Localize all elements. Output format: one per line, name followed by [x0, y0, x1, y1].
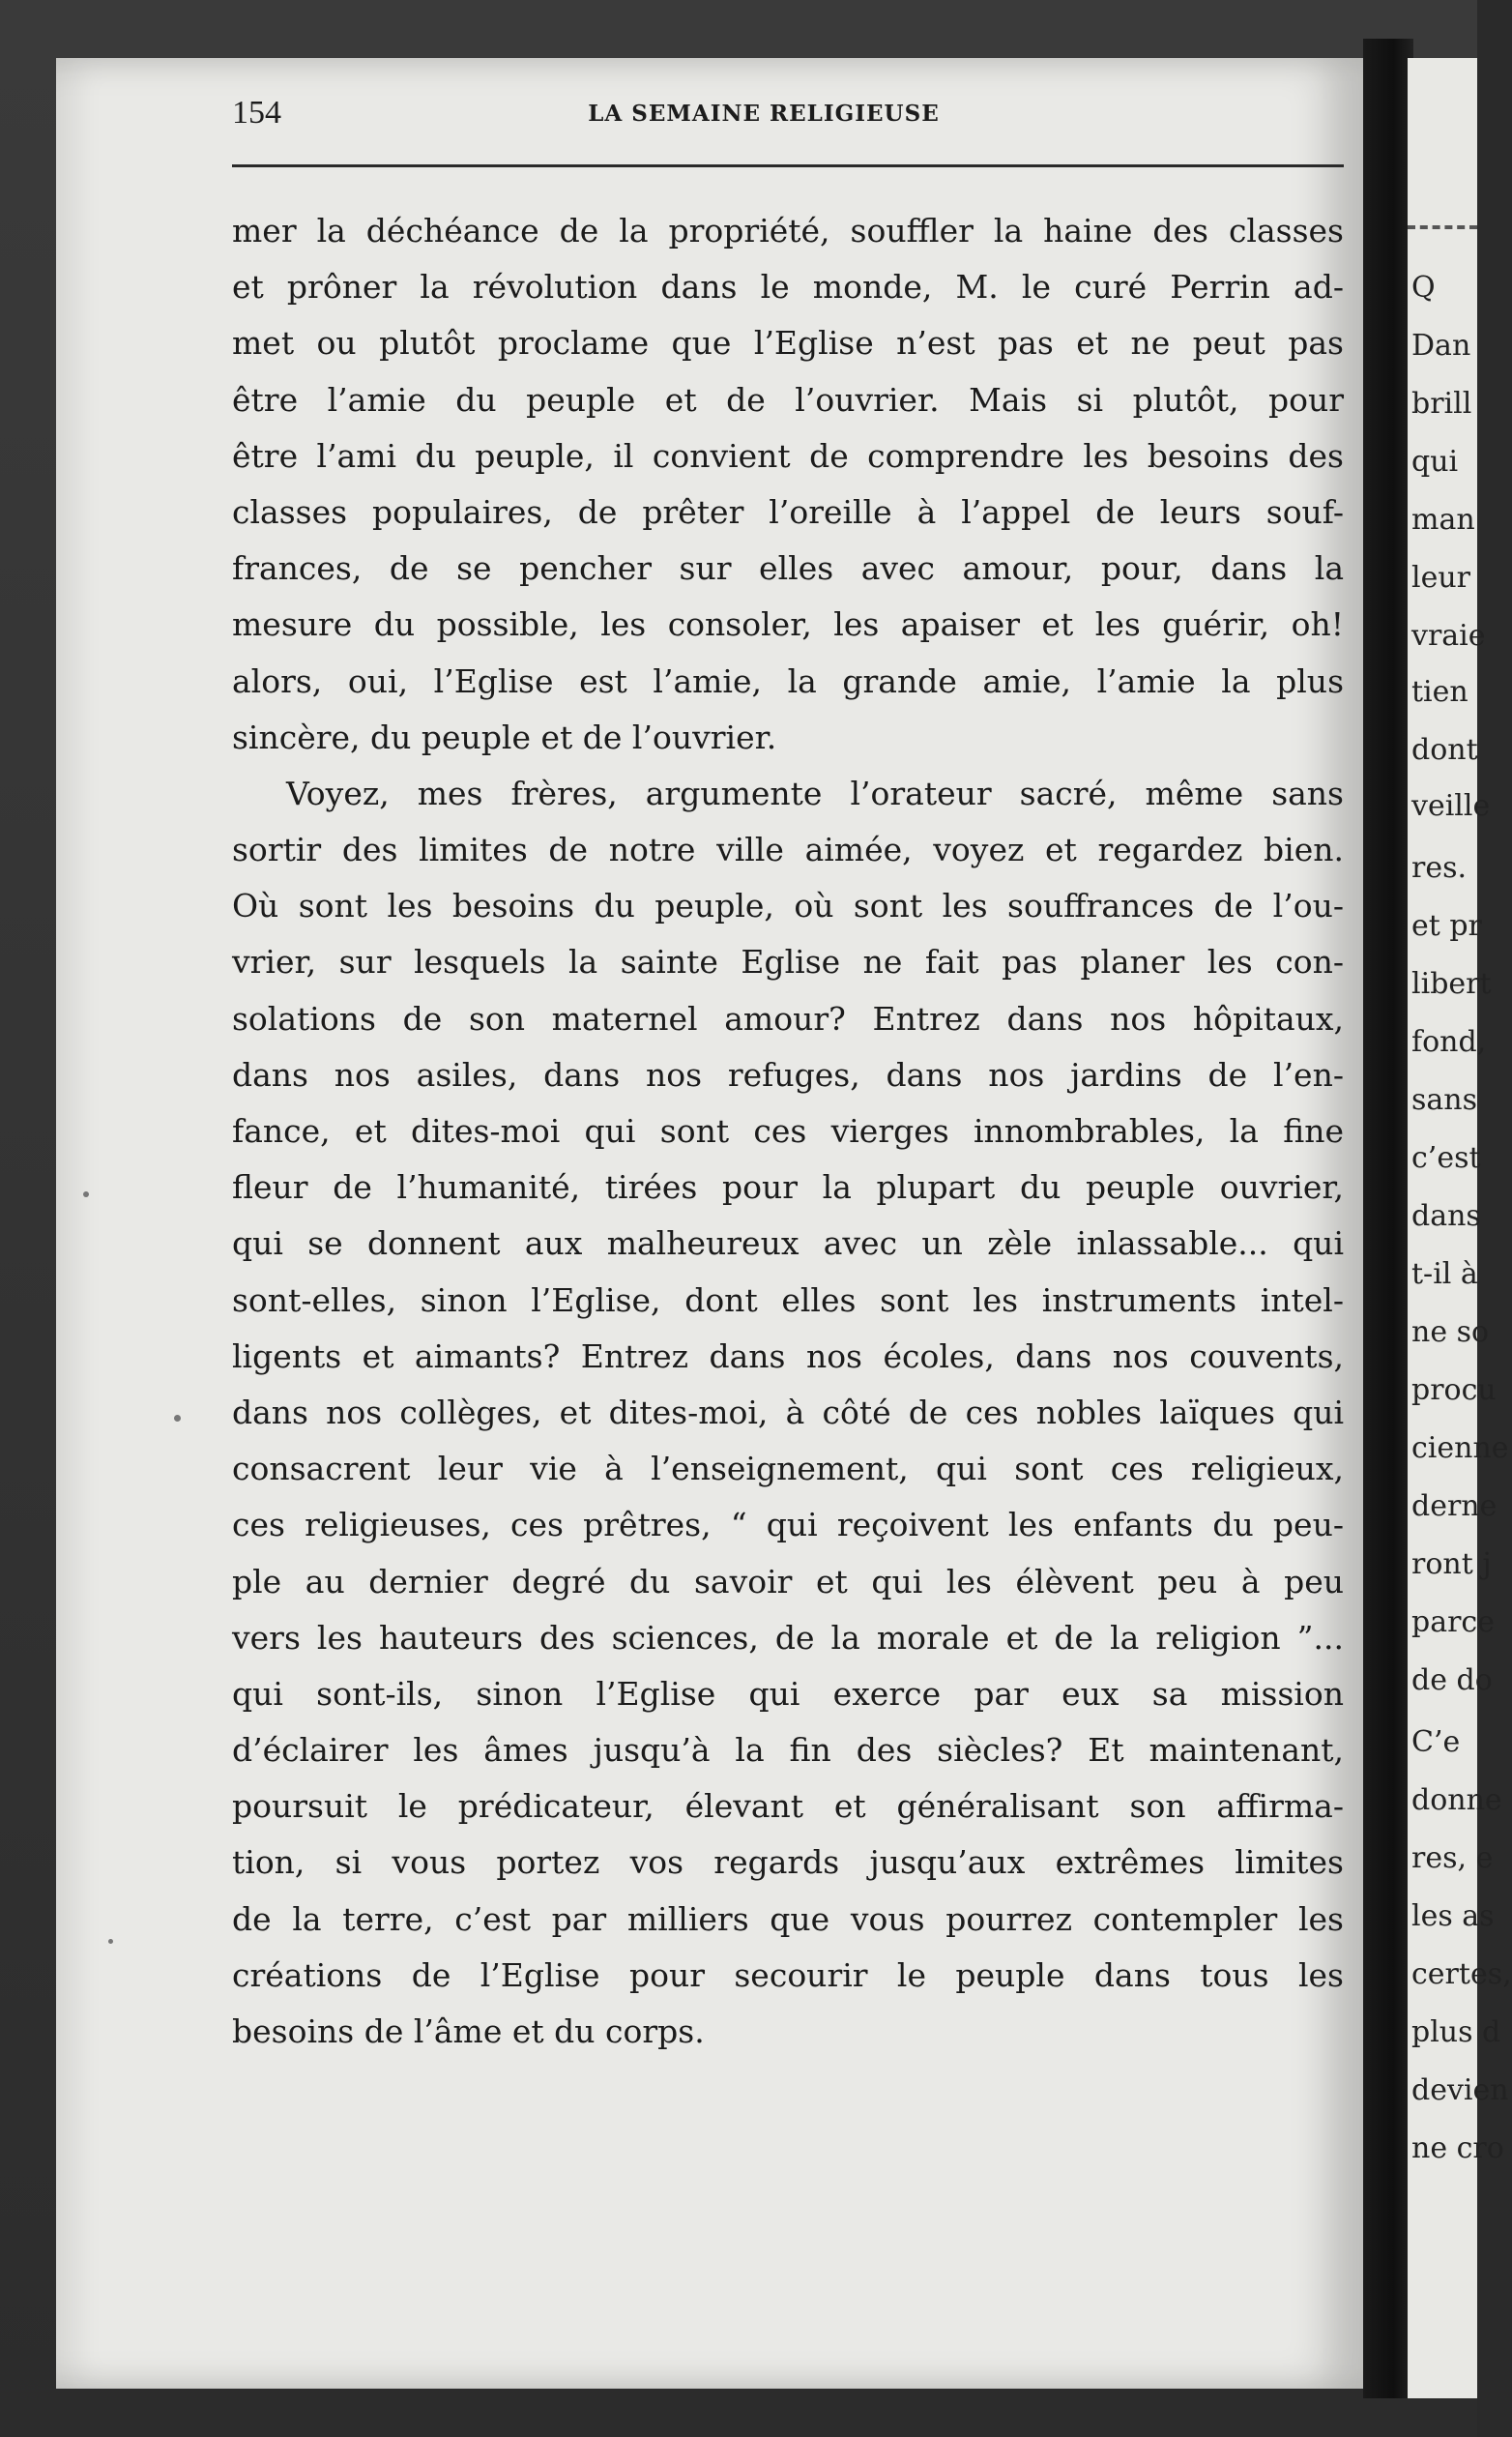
facing-page-rule	[1408, 225, 1477, 229]
text-line: et prôner la révolution dans le monde, M. le curé Perrin ad-	[232, 268, 1344, 307]
facing-page-fragment: fond,	[1411, 1025, 1487, 1059]
facing-page-fragment: devien	[1411, 2073, 1509, 2107]
book-gutter	[1363, 39, 1413, 2398]
facing-page-fragment: qui	[1411, 445, 1459, 479]
facing-page-edge	[1408, 58, 1512, 2398]
scan-speck	[174, 1415, 181, 1422]
text-line: classes populaires, de prêter l’oreille à l’appel de leurs souf-	[232, 492, 1344, 531]
text-line: sortir des limites de notre ville aimée, voyez et regardez bien.	[232, 831, 1344, 869]
text-line: mesure du possible, les consoler, les apaiser et les guérir, oh!	[232, 605, 1344, 644]
facing-page-fragment: vraie	[1411, 619, 1486, 653]
facing-page-fragment: t-il à	[1411, 1257, 1478, 1291]
facing-page-fragment: man	[1411, 503, 1475, 537]
facing-page-fragment: certes,	[1411, 1957, 1512, 1991]
text-line: de la terre, c’est par milliers que vous pourrez contempler les	[232, 1899, 1344, 1938]
facing-page-fragment: donne	[1411, 1783, 1502, 1817]
facing-page-fragment: Dan	[1411, 329, 1471, 363]
text-line: créations de l’Eglise pour secourir le peuple dans tous les	[232, 1955, 1344, 1994]
text-line: être l’amie du peuple et de l’ouvrier. Mais si plutôt, pour	[232, 380, 1344, 419]
facing-page-fragment: et pr	[1411, 909, 1482, 943]
text-line: alors, oui, l’Eglise est l’amie, la grande amie, l’amie la plus	[232, 661, 1344, 700]
text-line: sincère, du peuple et de l’ouvrier.	[232, 718, 777, 756]
facing-page-fragment: dont	[1411, 733, 1478, 767]
facing-page-fragment: res.	[1411, 851, 1468, 885]
facing-page-fragment: res, e	[1411, 1841, 1494, 1875]
text-line: consacrent leur vie à l’enseignement, qui sont ces religieux,	[232, 1450, 1344, 1488]
text-line: ple au dernier degré du savoir et qui les élèvent peu à peu	[232, 1562, 1344, 1600]
text-line: qui se donnent aux malheureux avec un zèle inlassable... qui	[232, 1224, 1344, 1263]
facing-page-fragment: cienne	[1411, 1431, 1509, 1465]
facing-page-fragment: ne so	[1411, 1315, 1490, 1349]
text-line: sont-elles, sinon l’Eglise, dont elles sont les instruments intel-	[232, 1280, 1344, 1319]
facing-page-fragment: de do	[1411, 1663, 1493, 1697]
text-line: fleur de l’humanité, tirées pour la plupart du peuple ouvrier,	[232, 1168, 1344, 1207]
facing-page-fragment: leur	[1411, 561, 1471, 595]
facing-page-fragment: sans	[1411, 1083, 1477, 1117]
facing-page-fragment: C’e	[1411, 1725, 1461, 1759]
text-line: solations de son maternel amour? Entrez dans nos hôpitaux,	[232, 999, 1344, 1038]
facing-page-fragment: procu	[1411, 1373, 1497, 1407]
facing-page-fragment: ront j	[1411, 1547, 1492, 1581]
text-line: Voyez, mes frères, argumente l’orateur sacré, même sans	[286, 774, 1344, 812]
facing-page-fragment: c’est	[1411, 1141, 1481, 1175]
text-line: besoins de l’âme et du corps.	[232, 2012, 705, 2050]
facing-page-fragment: parce	[1411, 1605, 1495, 1639]
facing-page-fragment: plus d	[1411, 2015, 1501, 2049]
text-line: met ou plutôt proclame que l’Eglise n’est pas et ne peut pas	[232, 324, 1344, 363]
text-line: vers les hauteurs des sciences, de la morale et de la religion ”...	[232, 1618, 1344, 1657]
text-line: frances, de se pencher sur elles avec amour, pour, dans la	[232, 549, 1344, 588]
facing-page-fragment: dans	[1411, 1199, 1481, 1233]
text-line: dans nos asiles, dans nos refuges, dans nos jardins de l’en-	[232, 1055, 1344, 1094]
facing-page-fragment: les as	[1411, 1899, 1495, 1933]
page-number: 154	[232, 95, 281, 131]
text-line: poursuit le prédicateur, élevant et généralisant son affirma-	[232, 1787, 1344, 1826]
text-line: dans nos collèges, et dites-moi, à côté de ces nobles laïques qui	[232, 1393, 1344, 1431]
text-line: être l’ami du peuple, il convient de comprendre les besoins des	[232, 436, 1344, 475]
text-line: d’éclairer les âmes jusqu’à la fin des siècles? Et maintenant,	[232, 1731, 1344, 1770]
text-line: tion, si vous portez vos regards jusqu’aux extrêmes limites	[232, 1843, 1344, 1882]
body-text	[232, 203, 1344, 2060]
text-line: fance, et dites-moi qui sont ces vierges innombrables, la fine	[232, 1112, 1344, 1150]
facing-page-fragment: veille	[1411, 789, 1491, 823]
text-line: ligents et aimants? Entrez dans nos écoles, dans nos couvents,	[232, 1336, 1344, 1375]
facing-page-fragment: ne cro	[1411, 2131, 1504, 2165]
facing-page-fragment: brill	[1411, 387, 1472, 421]
scan-speck	[108, 1939, 113, 1944]
text-line: vrier, sur lesquels la sainte Eglise ne fait pas planer les con-	[232, 943, 1344, 982]
facing-page-fragment: libert	[1411, 967, 1492, 1001]
text-line: ces religieuses, ces prêtres, “ qui reçoivent les enfants du peu-	[232, 1506, 1344, 1544]
page-header	[232, 95, 1344, 143]
text-line: Où sont les besoins du peuple, où sont les souffrances de l’ou-	[232, 887, 1344, 925]
text-line: mer la déchéance de la propriété, souffler la haine des classes	[232, 212, 1344, 250]
scan-speck	[83, 1191, 89, 1197]
running-title: LA SEMAINE RELIGIEUSE	[588, 101, 940, 127]
facing-page-fragment: tien	[1411, 675, 1468, 709]
facing-page-fragment: derne	[1411, 1489, 1497, 1523]
header-rule	[232, 164, 1344, 167]
text-line: qui sont-ils, sinon l’Eglise qui exerce par eux sa mission	[232, 1674, 1344, 1713]
facing-page-fragment: Q	[1411, 271, 1436, 305]
